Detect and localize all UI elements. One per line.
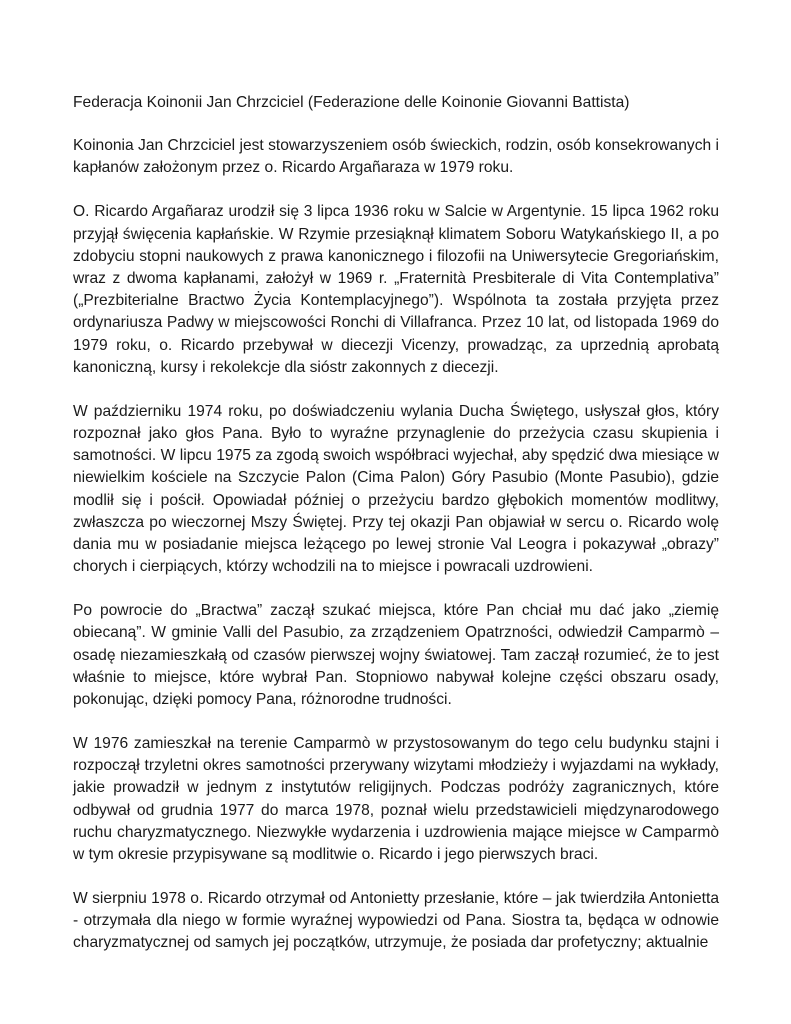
paragraph-calling: W październiku 1974 roku, po doświadczeniu wylania Ducha Świętego, usłyszał głos, który rozpoznał jako głos Pana. Było to wyraźne przynaglenie do przeżycia czasu skupienia i samotności. W lipcu 1975 za zgodą swoich współbraci wyjechał, aby spędzić dwa miesiące w niewielkim kościele na Szczycie Palon (Cima Palon) Góry Pasubio (Monte Pasubio), gdzie modlił się i pościł. Opowiadał później o przeżyciu bardzo głębokich momentów modlitwy, zwłaszcza po wieczornej Mszy Świętej. Przy tej okazji Pan objawiał w sercu o. Ricardo wolę dania mu w posiadanie miejsca leżącego po lewej stronie Val Leogra i pokazywał „obrazy” chorych i cierpiących, którzy wchodzili na to miejsce i powracali uzdrowieni.: [73, 402, 719, 576]
document-title: Federacja Koinonii Jan Chrzciciel (Federazione delle Koinonie Giovanni Battista): [73, 94, 630, 111]
paragraph-solitude: W 1976 zamieszkał na terenie Camparmò w przystosowanym do tego celu budynku stajni i rozpoczął trzyletni okres samotności przerywany wizytami młodzieży i wyjazdami na wykłady, jakie prowadził w jednym z instytutów religijnych. Podczas podróży zagranicznych, które odbywał od grudnia 1977 do marca 1978, poznał wielu przedstawicieli międzynarodowego ruchu charyzmatycznego. Niezwykłe wydarzenia i uzdrowienia mające miejsce w Camparmò w tym okresie przypisywane są modlitwie o. Ricardo i jego pierwszych braci.: [73, 735, 719, 864]
paragraph-camparmo: Po powrocie do „Bractwa” zaczął szukać miejsca, które Pan chciał mu dać jako „ziemię obiecaną”. W gminie Valli del Pasubio, za zrządzeniem Opatrzności, odwiedził Camparmò – osadę niezamieszkałą od czasów pierwszej wojny światowej. Tam zaczął rozumieć, że to jest właśnie to miejsce, które wybrał Pan. Stopniowo nabywał kolejne części obszaru osady, pokonując, dzięki pomocy Pana, różnorodne trudności.: [73, 602, 719, 709]
paragraph-intro: Koinonia Jan Chrzciciel jest stowarzyszeniem osób świeckich, rodzin, osób konsekrowanych i kapłanów założonym przez o. Ricardo Argañaraza w 1979 roku.: [73, 137, 719, 177]
paragraph-message: W sierpniu 1978 o. Ricardo otrzymał od Antonietty przesłanie, które – jak twierdziła Antonietta - otrzymała dla niego w formie wyraźnej wypowiedzi od Pana. Siostra ta, będąca w odnowie charyzmatycznej od samych jej początków, utrzymuje, że posiada dar profetyczny; aktualnie: [73, 890, 719, 952]
paragraph-biography: O. Ricardo Argañaraz urodził się 3 lipca 1936 roku w Salcie w Argentynie. 15 lipca 1962 roku przyjął święcenia kapłańskie. W Rzymie przesiąknął klimatem Soboru Watykańskiego II, a po zdobyciu stopni naukowych z prawa kanonicznego i filozofii na Uniwersytecie Gregoriańskim, wraz z dwoma kapłanami, założył w 1969 r. „Fraternità Presbiterale di Vita Contemplativa” („Prezbiterialne Bractwo Życia Kontemplacyjnego”). Wspólnota ta została przyjęta przez ordynariusza Padwy w miejscowości Ronchi di Villafranca. Przez 10 lat, od listopada 1969 do 1979 roku, o. Ricardo przebywał w diecezji Vicenzy, prowadząc, za uprzednią aprobatą kanoniczną, kursy i rekolekcje dla sióstr zakonnych z diecezji.: [73, 203, 719, 376]
